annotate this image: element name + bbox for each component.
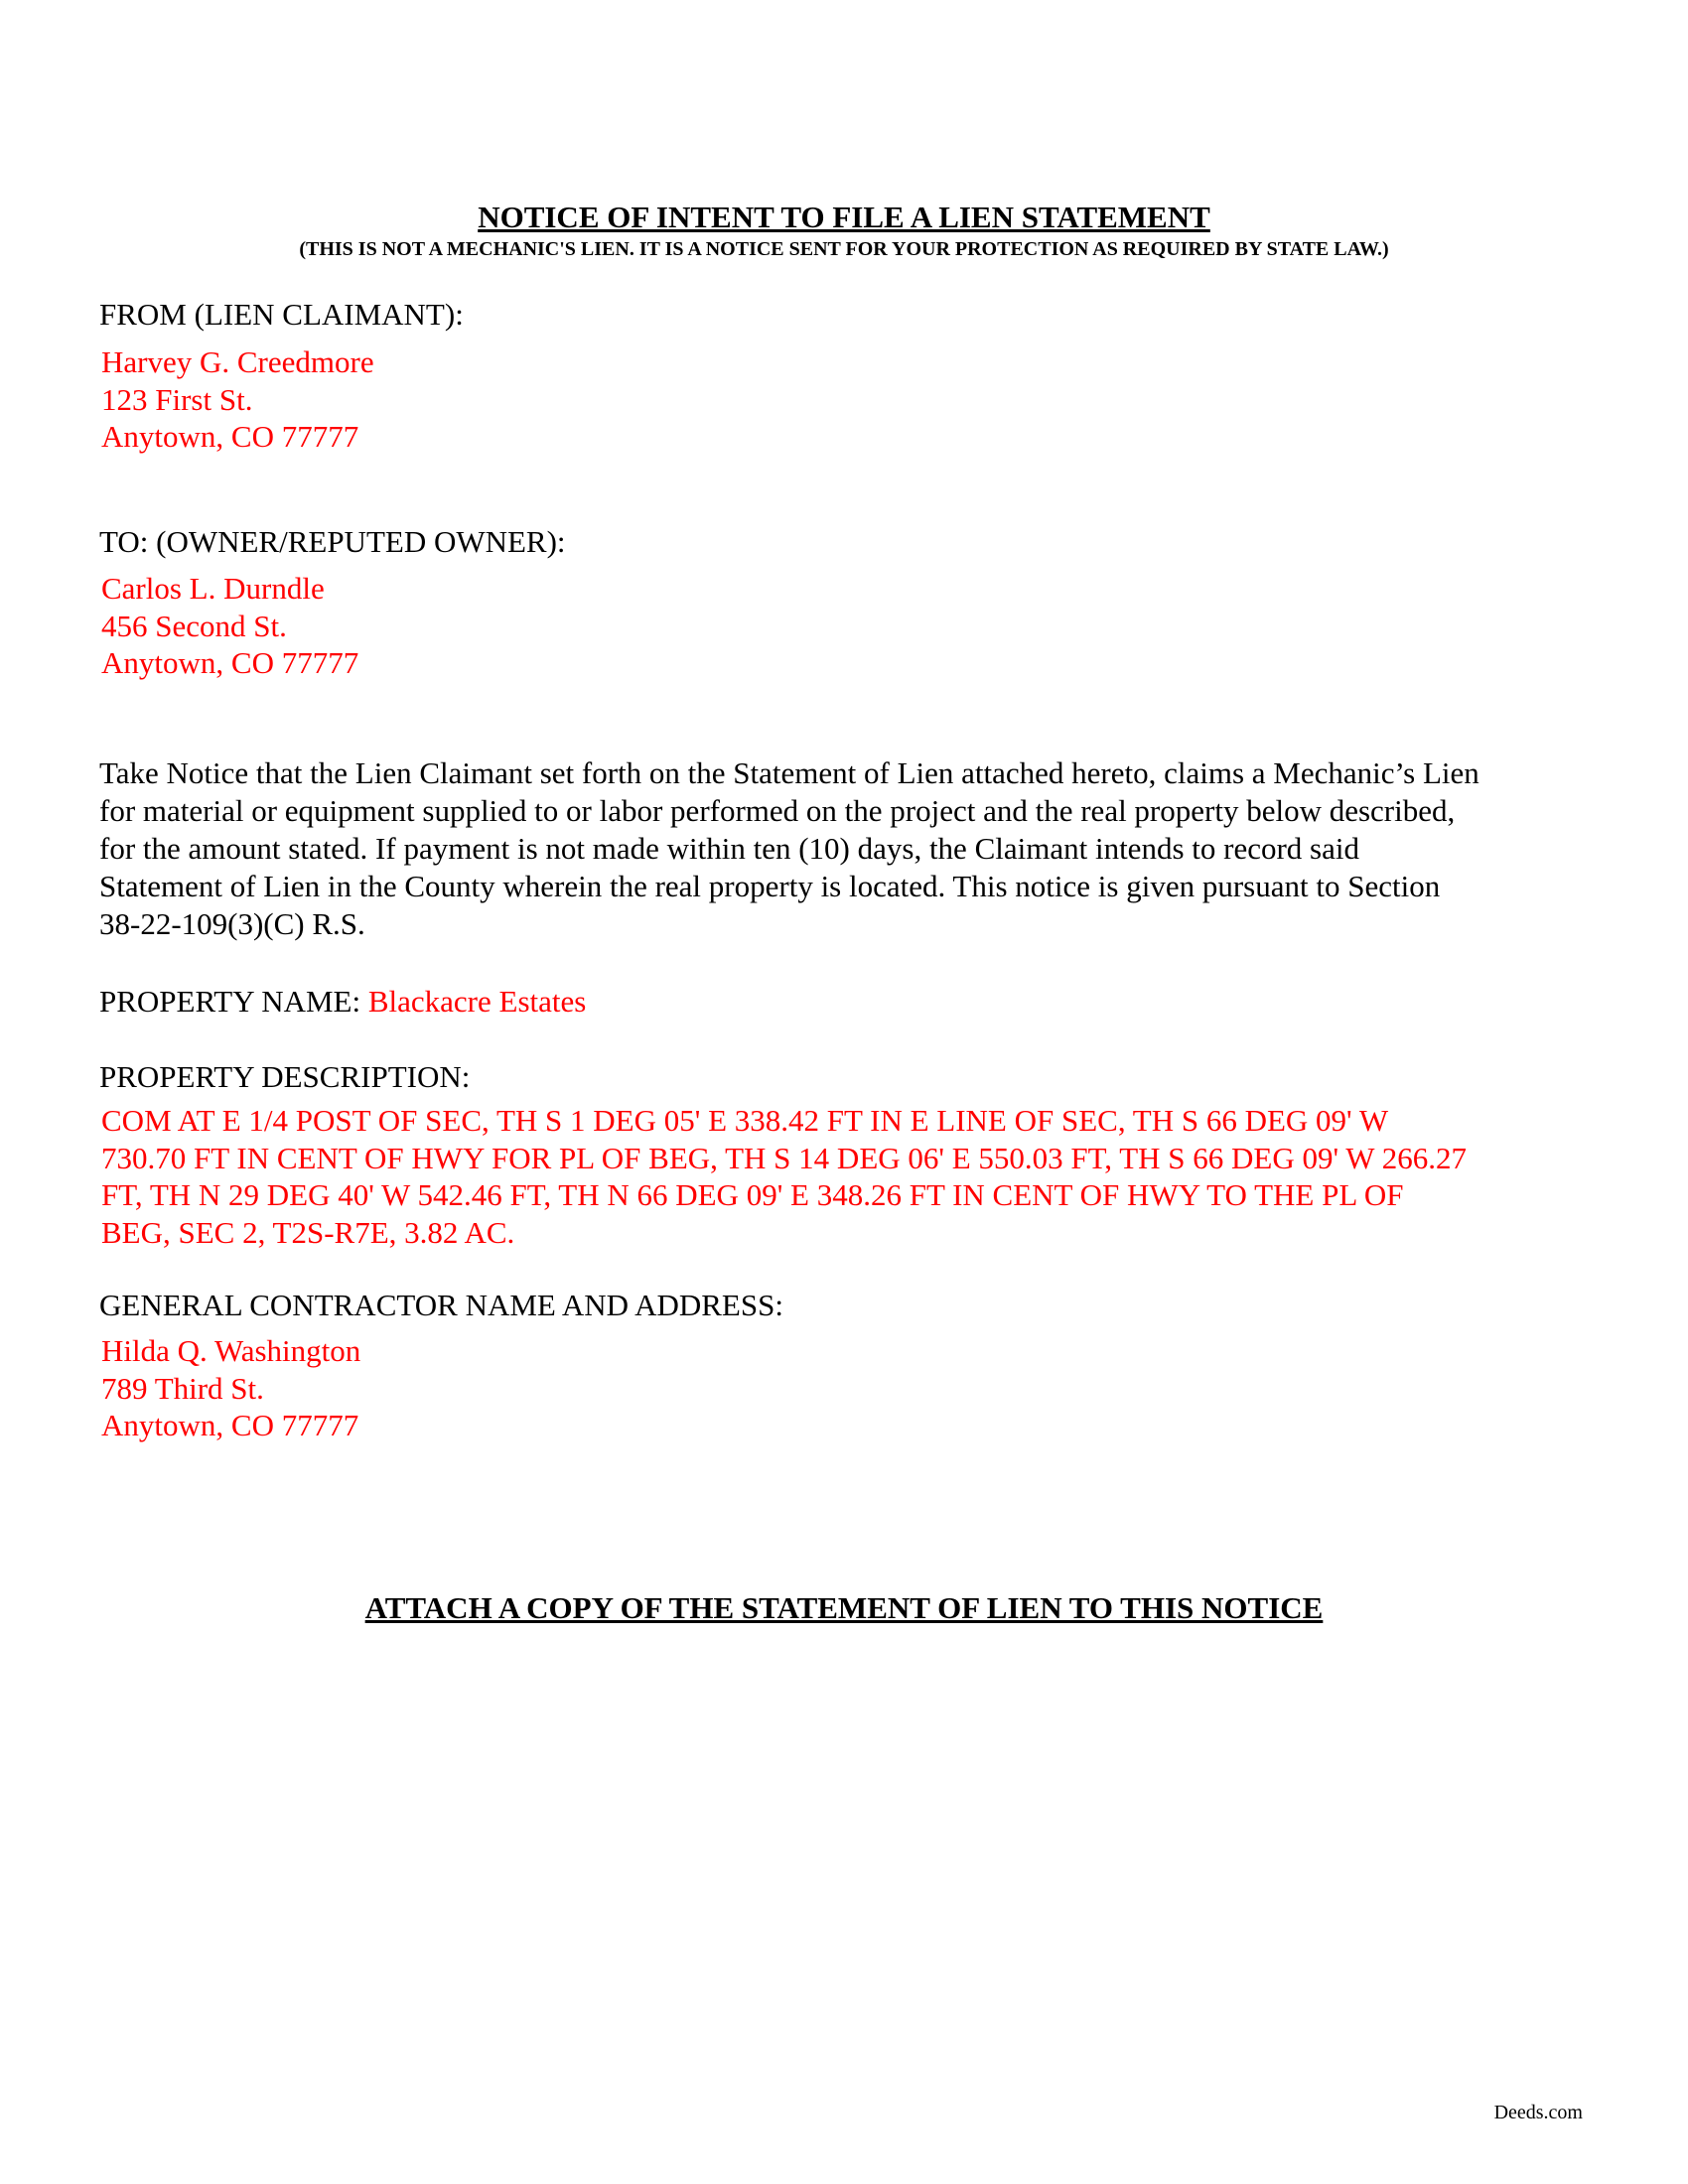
document-subtitle: (THIS IS NOT A MECHANIC'S LIEN. IT IS A NOTICE SENT FOR YOUR PROTECTION AS REQUIRED BY STATE LAW.) [299, 238, 1389, 260]
notice-line: Take Notice that the Lien Claimant set forth on the Statement of Lien attached hereto, claims a Mechanic’s Lien [99, 755, 1479, 790]
property-name-row [99, 983, 586, 1021]
property-description-line: BEG, SEC 2, T2S-R7E, 3.82 AC. [101, 1214, 515, 1250]
property-name-label: PROPERTY NAME: [99, 984, 361, 1019]
notice-line: Statement of Lien in the County wherein the real property is located. This notice is given pursuant to Section [99, 869, 1441, 903]
from-city-state-zip: Anytown, CO 77777 [101, 419, 359, 454]
from-street: 123 First St. [101, 381, 253, 417]
notice-line: for the amount stated. If payment is not made within ten (10) days, the Claimant intends to record said [99, 831, 1359, 866]
property-description-line: 730.70 FT IN CENT OF HWY FOR PL OF BEG, TH S 14 DEG 06' E 550.03 FT, TH S 66 DEG 09' W 266.27 [101, 1140, 1467, 1175]
property-name-value: Blackacre Estates [367, 984, 587, 1019]
property-description-line: COM AT E 1/4 POST OF SEC, TH S 1 DEG 05' E 338.42 FT IN E LINE OF SEC, TH S 66 DEG 09' W [101, 1103, 1389, 1138]
notice-line: for material or equipment supplied to or labor performed on the project and the real property below described, [99, 793, 1456, 828]
to-label: TO: (OWNER/REPUTED OWNER): [99, 524, 566, 559]
contractor-address-block [101, 1332, 360, 1444]
property-description [101, 1102, 1467, 1251]
from-label: FROM (LIEN CLAIMANT): [99, 297, 464, 332]
contractor-name: Hilda Q. Washington [101, 1333, 361, 1368]
contractor-city-state-zip: Anytown, CO 77777 [101, 1408, 359, 1442]
property-description-label: PROPERTY DESCRIPTION: [99, 1059, 471, 1094]
from-address-block [101, 343, 374, 456]
from-name: Harvey G. Creedmore [101, 344, 374, 379]
attach-instruction: ATTACH A COPY OF THE STATEMENT OF LIEN TO THIS NOTICE [364, 1590, 1324, 1625]
brand-watermark: Deeds.com [1493, 2102, 1583, 2123]
contractor-street: 789 Third St. [101, 1370, 264, 1406]
document-title: NOTICE OF INTENT TO FILE A LIEN STATEMENT [478, 200, 1210, 234]
notice-line: 38-22-109(3)(C) R.S. [99, 906, 365, 941]
notice-paragraph [99, 754, 1609, 943]
contractor-label: GENERAL CONTRACTOR NAME AND ADDRESS: [99, 1288, 783, 1322]
to-city-state-zip: Anytown, CO 77777 [101, 645, 359, 680]
property-description-line: FT, TH N 29 DEG 40' W 542.46 FT, TH N 66 DEG 09' E 348.26 FT IN CENT OF HWY TO THE PL OF [101, 1177, 1404, 1212]
to-street: 456 Second St. [101, 608, 287, 643]
to-address-block [101, 570, 358, 682]
to-name: Carlos L. Durndle [101, 571, 325, 606]
